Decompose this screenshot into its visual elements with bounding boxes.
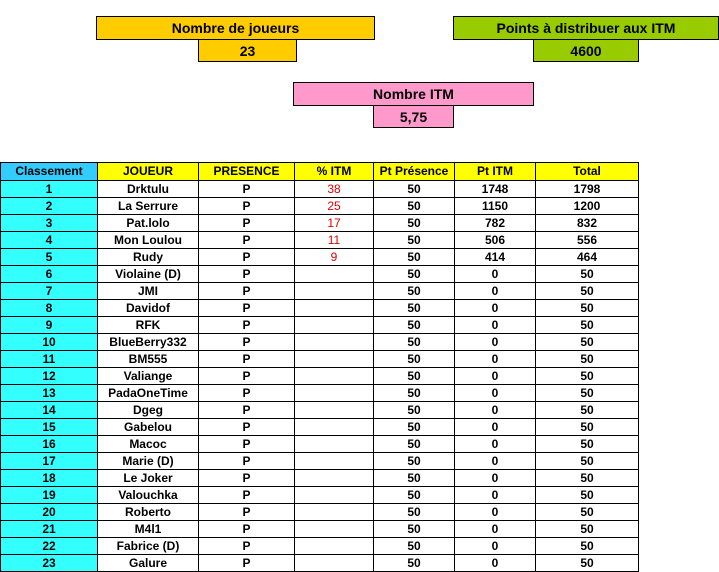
table-cell-total[interactable]: 50 [536, 317, 639, 334]
table-cell-pt-presence[interactable]: 50 [374, 470, 455, 487]
table-cell-player[interactable]: Rudy [98, 249, 199, 266]
table-cell-rank[interactable]: 18 [1, 470, 98, 487]
table-cell-pt-presence[interactable]: 50 [374, 181, 455, 198]
table-cell-pt-itm[interactable]: 414 [455, 249, 536, 266]
table-row [1, 487, 639, 504]
table-cell-pt-presence[interactable]: 50 [374, 555, 455, 572]
table-cell-pt-presence[interactable]: 50 [374, 504, 455, 521]
players-count-value[interactable]: 23 [198, 39, 297, 62]
table-cell-presence[interactable]: P [199, 283, 295, 300]
table-row [1, 300, 639, 317]
table-cell-pt-itm[interactable]: 0 [455, 419, 536, 436]
table-row [1, 181, 639, 198]
table-cell-total[interactable]: 50 [536, 334, 639, 351]
table-cell-itm-pct[interactable] [295, 334, 374, 351]
table-cell-pt-presence[interactable]: 50 [374, 402, 455, 419]
table-cell-rank[interactable]: 12 [1, 368, 98, 385]
table-cell-total[interactable]: 50 [536, 521, 639, 538]
table-cell-itm-pct[interactable] [295, 470, 374, 487]
table-cell-rank[interactable]: 22 [1, 538, 98, 555]
table-cell-pt-itm[interactable]: 0 [455, 521, 536, 538]
table-cell-itm-pct[interactable] [295, 521, 374, 538]
table-row [1, 266, 639, 283]
table-cell-pt-presence[interactable]: 50 [374, 538, 455, 555]
table-cell-rank[interactable]: 13 [1, 385, 98, 402]
table-cell-pt-presence[interactable]: 50 [374, 351, 455, 368]
table-row [1, 555, 639, 572]
table-cell-total[interactable]: 50 [536, 351, 639, 368]
table-cell-pt-presence[interactable]: 50 [374, 453, 455, 470]
table-cell-itm-pct[interactable] [295, 453, 374, 470]
table-cell-presence[interactable]: P [199, 317, 295, 334]
table-cell-pt-itm[interactable]: 0 [455, 317, 536, 334]
table-cell-presence[interactable]: P [199, 419, 295, 436]
table-cell-itm-pct[interactable] [295, 317, 374, 334]
table-cell-pt-presence[interactable]: 50 [374, 419, 455, 436]
table-cell-pt-presence[interactable]: 50 [374, 283, 455, 300]
table-cell-player[interactable]: BlueBerry332 [98, 334, 199, 351]
table-header-row [1, 163, 639, 181]
table-cell-player[interactable]: Macoc [98, 436, 199, 453]
table-cell-rank[interactable]: 8 [1, 300, 98, 317]
table-cell-player[interactable]: Violaine (D) [98, 266, 199, 283]
table-cell-presence[interactable]: P [199, 470, 295, 487]
table-cell-rank[interactable]: 14 [1, 402, 98, 419]
table-cell-player[interactable]: La Serrure [98, 198, 199, 215]
table-cell-player[interactable]: RFK [98, 317, 199, 334]
table-cell-pt-itm[interactable]: 0 [455, 385, 536, 402]
table-row [1, 470, 639, 487]
table-cell-pt-presence[interactable]: 50 [374, 215, 455, 232]
table-cell-itm-pct[interactable] [295, 419, 374, 436]
table-cell-itm-pct[interactable] [295, 385, 374, 402]
table-row [1, 351, 639, 368]
table-cell-rank[interactable]: 20 [1, 504, 98, 521]
table-cell-presence[interactable]: P [199, 453, 295, 470]
table-cell-itm-pct[interactable] [295, 266, 374, 283]
table-cell-total[interactable]: 556 [536, 232, 639, 249]
table-row [1, 334, 639, 351]
table-cell-itm-pct[interactable] [295, 436, 374, 453]
table-cell-rank[interactable]: 4 [1, 232, 98, 249]
table-cell-itm-pct[interactable]: 38 [295, 181, 374, 198]
table-cell-pt-itm[interactable]: 0 [455, 266, 536, 283]
table-cell-pt-itm[interactable]: 0 [455, 436, 536, 453]
table-cell-pt-itm[interactable]: 0 [455, 351, 536, 368]
table-cell-rank[interactable]: 5 [1, 249, 98, 266]
ranking-table [0, 162, 639, 572]
table-cell-total[interactable]: 50 [536, 487, 639, 504]
table-cell-presence[interactable]: P [199, 504, 295, 521]
table-cell-pt-itm[interactable]: 0 [455, 538, 536, 555]
table-cell-presence[interactable]: P [199, 385, 295, 402]
table-cell-player[interactable]: Valiange [98, 368, 199, 385]
table-cell-presence[interactable]: P [199, 249, 295, 266]
table-cell-presence[interactable]: P [199, 487, 295, 504]
table-cell-pt-presence[interactable]: 50 [374, 300, 455, 317]
table-cell-itm-pct[interactable] [295, 351, 374, 368]
table-row [1, 453, 639, 470]
table-cell-total[interactable]: 50 [536, 453, 639, 470]
table-cell-presence[interactable]: P [199, 181, 295, 198]
table-cell-rank[interactable]: 19 [1, 487, 98, 504]
table-row [1, 419, 639, 436]
table-cell-pt-itm[interactable]: 1748 [455, 181, 536, 198]
table-row [1, 402, 639, 419]
table-cell-pt-itm[interactable]: 0 [455, 283, 536, 300]
table-cell-player[interactable]: PadaOneTime [98, 385, 199, 402]
table-cell-rank[interactable]: 21 [1, 521, 98, 538]
table-row [1, 198, 639, 215]
table-cell-pt-presence[interactable]: 50 [374, 521, 455, 538]
table-cell-presence[interactable]: P [199, 232, 295, 249]
table-row [1, 521, 639, 538]
table-row [1, 283, 639, 300]
table-cell-total[interactable]: 1798 [536, 181, 639, 198]
itm-points-value[interactable]: 4600 [533, 39, 639, 62]
table-cell-rank[interactable]: 7 [1, 283, 98, 300]
table-cell-player[interactable]: Le Joker [98, 470, 199, 487]
table-cell-player[interactable]: Mon Loulou [98, 232, 199, 249]
table-cell-pt-presence[interactable]: 50 [374, 232, 455, 249]
table-row [1, 232, 639, 249]
table-cell-rank[interactable]: 16 [1, 436, 98, 453]
col-header-presence[interactable]: PRESENCE [199, 163, 295, 181]
table-cell-total[interactable]: 50 [536, 470, 639, 487]
table-cell-pt-itm[interactable]: 782 [455, 215, 536, 232]
table-cell-presence[interactable]: P [199, 334, 295, 351]
table-cell-player[interactable]: Davidof [98, 300, 199, 317]
itm-count-label: Nombre ITM [293, 82, 534, 106]
table-cell-total[interactable]: 1200 [536, 198, 639, 215]
table-cell-rank[interactable]: 23 [1, 555, 98, 572]
col-header-total[interactable]: Total [536, 163, 639, 181]
table-cell-pt-itm[interactable]: 0 [455, 368, 536, 385]
table-cell-player[interactable]: JMI [98, 283, 199, 300]
players-count-label: Nombre de joueurs [96, 16, 375, 40]
table-cell-presence[interactable]: P [199, 436, 295, 453]
table-cell-player[interactable]: Roberto [98, 504, 199, 521]
col-header-rank[interactable]: Classement [1, 163, 98, 181]
table-cell-pt-itm[interactable]: 0 [455, 555, 536, 572]
table-cell-player[interactable]: Pat.lolo [98, 215, 199, 232]
table-cell-presence[interactable]: P [199, 198, 295, 215]
table-cell-pt-presence[interactable]: 50 [374, 385, 455, 402]
col-header-pt-presence[interactable]: Pt Présence [374, 163, 455, 181]
table-cell-presence[interactable]: P [199, 351, 295, 368]
table-cell-total[interactable]: 50 [536, 419, 639, 436]
table-cell-total[interactable]: 50 [536, 555, 639, 572]
table-cell-pt-itm[interactable]: 0 [455, 402, 536, 419]
table-cell-player[interactable]: Galure [98, 555, 199, 572]
table-cell-pt-presence[interactable]: 50 [374, 266, 455, 283]
table-cell-player[interactable]: M4l1 [98, 521, 199, 538]
table-cell-pt-presence[interactable]: 50 [374, 487, 455, 504]
table-cell-itm-pct[interactable] [295, 538, 374, 555]
table-cell-itm-pct[interactable] [295, 368, 374, 385]
table-row [1, 317, 639, 334]
table-row [1, 215, 639, 232]
table-row [1, 385, 639, 402]
table-cell-player[interactable]: Dgeg [98, 402, 199, 419]
table-cell-pt-itm[interactable]: 0 [455, 504, 536, 521]
itm-points-label: Points à distribuer aux ITM [453, 16, 719, 40]
table-cell-player[interactable]: BM555 [98, 351, 199, 368]
table-row [1, 368, 639, 385]
table-cell-rank[interactable]: 2 [1, 198, 98, 215]
table-cell-presence[interactable]: P [199, 402, 295, 419]
table-row [1, 436, 639, 453]
table-cell-player[interactable]: Gabelou [98, 419, 199, 436]
table-cell-rank[interactable]: 15 [1, 419, 98, 436]
table-cell-total[interactable]: 50 [536, 266, 639, 283]
table-cell-rank[interactable]: 9 [1, 317, 98, 334]
col-header-pt-itm[interactable]: Pt ITM [455, 163, 536, 181]
col-header-player[interactable]: JOUEUR [98, 163, 199, 181]
table-cell-total[interactable]: 50 [536, 300, 639, 317]
itm-count-value[interactable]: 5,75 [373, 105, 454, 128]
table-cell-rank[interactable]: 1 [1, 181, 98, 198]
table-cell-pt-presence[interactable]: 50 [374, 334, 455, 351]
table-cell-rank[interactable]: 11 [1, 351, 98, 368]
table-cell-rank[interactable]: 6 [1, 266, 98, 283]
col-header-itm-pct[interactable]: % ITM [295, 163, 374, 181]
table-cell-itm-pct[interactable] [295, 504, 374, 521]
table-cell-itm-pct[interactable] [295, 487, 374, 504]
table-cell-pt-itm[interactable]: 0 [455, 487, 536, 504]
table-cell-rank[interactable]: 3 [1, 215, 98, 232]
table-cell-pt-presence[interactable]: 50 [374, 198, 455, 215]
table-cell-presence[interactable]: P [199, 215, 295, 232]
table-cell-player[interactable]: Marie (D) [98, 453, 199, 470]
table-cell-player[interactable]: Valouchka [98, 487, 199, 504]
table-row [1, 249, 639, 266]
table-row [1, 504, 639, 521]
table-cell-player[interactable]: Drktulu [98, 181, 199, 198]
table-cell-total[interactable]: 50 [536, 385, 639, 402]
table-cell-rank[interactable]: 10 [1, 334, 98, 351]
table-cell-presence[interactable]: P [199, 538, 295, 555]
table-cell-presence[interactable]: P [199, 555, 295, 572]
table-cell-pt-itm[interactable]: 0 [455, 470, 536, 487]
table-cell-player[interactable]: Fabrice (D) [98, 538, 199, 555]
table-cell-itm-pct[interactable]: 11 [295, 232, 374, 249]
table-cell-pt-presence[interactable]: 50 [374, 368, 455, 385]
table-cell-itm-pct[interactable] [295, 402, 374, 419]
table-cell-itm-pct[interactable] [295, 283, 374, 300]
table-cell-pt-itm[interactable]: 0 [455, 334, 536, 351]
table-cell-itm-pct[interactable]: 17 [295, 215, 374, 232]
table-cell-presence[interactable]: P [199, 521, 295, 538]
table-cell-pt-presence[interactable]: 50 [374, 317, 455, 334]
table-row [1, 538, 639, 555]
table-cell-itm-pct[interactable] [295, 300, 374, 317]
table-cell-total[interactable]: 50 [536, 436, 639, 453]
table-cell-presence[interactable]: P [199, 368, 295, 385]
table-cell-total[interactable]: 50 [536, 402, 639, 419]
table-cell-presence[interactable]: P [199, 266, 295, 283]
table-cell-presence[interactable]: P [199, 300, 295, 317]
table-cell-pt-itm[interactable]: 0 [455, 300, 536, 317]
table-cell-pt-itm[interactable]: 506 [455, 232, 536, 249]
table-cell-total[interactable]: 50 [536, 504, 639, 521]
table-cell-rank[interactable]: 17 [1, 453, 98, 470]
table-cell-total[interactable]: 50 [536, 538, 639, 555]
table-cell-pt-itm[interactable]: 0 [455, 453, 536, 470]
table-cell-total[interactable]: 50 [536, 368, 639, 385]
table-cell-itm-pct[interactable]: 25 [295, 198, 374, 215]
table-cell-pt-presence[interactable]: 50 [374, 249, 455, 266]
table-cell-itm-pct[interactable]: 9 [295, 249, 374, 266]
table-cell-pt-itm[interactable]: 1150 [455, 198, 536, 215]
table-cell-pt-presence[interactable]: 50 [374, 436, 455, 453]
table-cell-total[interactable]: 50 [536, 283, 639, 300]
table-cell-total[interactable]: 464 [536, 249, 639, 266]
table-cell-itm-pct[interactable] [295, 555, 374, 572]
table-cell-total[interactable]: 832 [536, 215, 639, 232]
